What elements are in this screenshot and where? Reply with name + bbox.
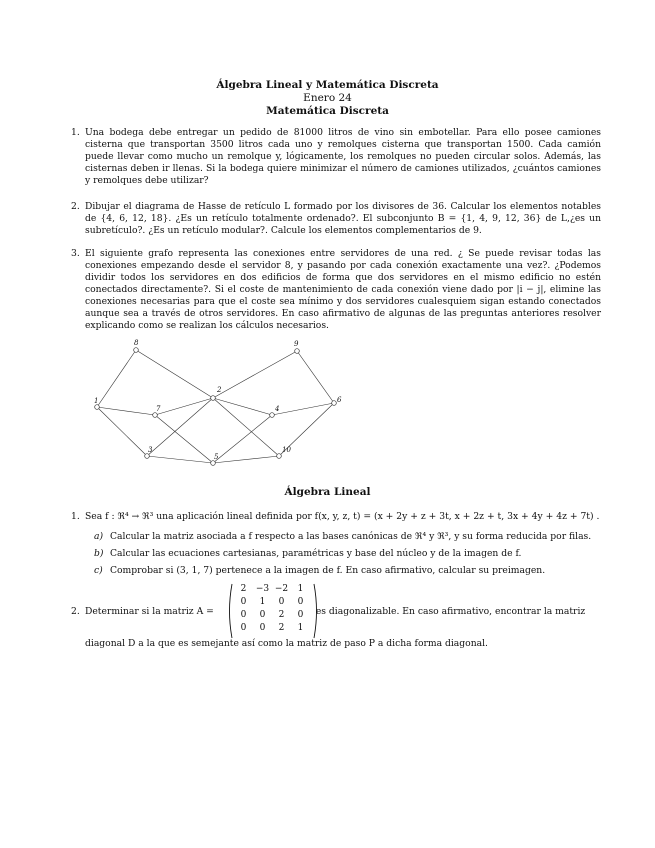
node-label-10: 10 [282,446,291,454]
question-number: 3. [71,248,80,259]
edge-7-2 [155,398,213,415]
matrix-row [234,623,312,633]
question-text: Dibujar el diagrama de Hasse de retículo L formado por los divisores de 36. Calcular los elementos notables de {4, 6, 12, 18}. ¿Es un retículo totalmente ordenado?. El subconjunto B = {1, 4, 9, 12, 36} de L,¿es un subretículo?. ¿Es un retículo modular?. Calcule los elementos complementarios de 9. [85,201,601,236]
matrix-cell: 0 [297,610,304,620]
question-number: 2. [71,201,80,212]
question-text-pre: Determinar si la matriz A = [85,606,214,617]
node-6 [332,401,337,406]
matrix-row [234,610,312,620]
edge-5-10 [213,456,279,463]
question-text-post: es diagonalizable. En caso afirmativo, encontrar la matriz [315,606,586,617]
edge-2-4 [213,398,272,415]
matrix-A [226,582,320,640]
question-lineal-2-line2 [85,638,605,650]
exam-title: Álgebra Lineal y Matemática Discreta [216,79,439,91]
edge-9-6 [297,351,334,403]
subquestion-b [94,548,614,560]
edge-4-6 [272,403,334,415]
section-title-lineal: Álgebra Lineal [284,486,371,498]
matrix-cell: 0 [240,597,247,607]
edge-7-5 [155,415,213,463]
matrix-cell: 2 [278,610,285,620]
node-label-1: 1 [94,397,99,405]
matrix-cell: 2 [240,584,247,594]
question-discreta-1 [71,127,601,187]
node-label-9: 9 [294,340,299,348]
edge-9-2 [213,351,297,398]
matrix-cell: 1 [297,584,304,594]
matrix-cell: 0 [240,623,247,633]
node-label-2: 2 [217,386,222,394]
edge-8-1 [97,350,136,407]
node-9 [295,349,300,354]
node-2 [211,396,216,401]
section-title-discreta: Matemática Discreta [266,105,389,117]
question-number: 2. [71,606,80,617]
subquestion-text: Comprobar si (3, 1, 7) pertenece a la imagen de f. En caso afirmativo, calcular su preimagen. [110,565,546,576]
node-label-4: 4 [275,405,280,413]
subquestion-a [94,531,614,543]
question-text: Una bodega debe entregar un pedido de 81000 litros de vino sin embotellar. Para ello posee camiones cisterna que transportan 3500 litros cada uno y remolques cisterna que transportan 1500. Cada camión puede llevar como mucho un remolque y, lógicamente, los remolques no pueden circular solos. Además, las cisternas deben ir llenas. Si la bodega quiere minimizar el número de camiones utilizados, ¿cuántos camiones y remolques debe utilizar? [85,127,601,186]
matrix-cell: 1 [297,623,304,633]
subquestion-label: c) [94,565,103,576]
matrix-cell: 1 [259,597,266,607]
node-7 [153,413,158,418]
subquestion-text: Calcular la matriz asociada a f respecto a las bases canónicas de ℜ⁴ y ℜ³, y su forma reducida por filas. [110,531,592,542]
node-5 [211,461,216,466]
matrix-cell: 0 [278,597,285,607]
edge-3-5 [147,456,213,463]
question-text [85,606,631,618]
question-number: 1. [71,511,80,522]
exam-date: Enero 24 [303,92,352,104]
graph-nodes [95,348,337,466]
server-graph [80,333,360,473]
subquestion-label: a) [94,531,104,542]
question-number: 1. [71,127,80,138]
matrix-cell: −2 [274,584,289,594]
node-label-5: 5 [214,453,219,461]
node-label-7: 7 [156,405,161,413]
question-text: diagonal D a la que es semejante así como la matriz de paso P a dicha forma diagonal. [85,638,488,649]
subquestion-text: Calcular las ecuaciones cartesianas, paramétricas y base del núcleo y de la imagen de f. [110,548,522,559]
matrix-row [234,584,312,594]
edge-8-2 [136,350,213,398]
edge-2-10 [213,398,279,456]
node-3 [145,454,150,459]
matrix-cell: −3 [255,584,270,594]
question-text: Sea f : ℜ⁴ → ℜ³ una aplicación lineal definida por f(x, y, z, t) = (x + 2y + z + 3t, x + 2z + t, 3x + 4y + 4z + 7t) . [85,511,600,522]
question-lineal-2 [71,606,631,618]
subquestion-label: b) [94,548,104,559]
matrix-row [234,597,312,607]
question-discreta-3 [71,248,601,332]
question-text: El siguiente grafo representa las conexiones entre servidores de una red. ¿ Se puede revisar todas las conexiones empezando desde el servidor 8, y pasando por cada conexión exactamente una vez?. ¿Podemos dividir todos los servidores en dos edificios de forma que dos servidores en el mismo edificio no estén conectados directamente?. Si el coste de mantenimiento de cada conexión viene dado por |i − j|, elimine las conexiones necesarias para que el coste sea mínimo y dos servidores cualesquiem sigan estando conectados aunque sea a través de otros servidores. En caso afirmativo de algunas de las preguntas anteriores resolver explicando como se realizan los cálculos necesarios. [85,248,601,331]
matrix-cell: 2 [278,623,285,633]
edge-4-5 [213,415,272,463]
matrix-cell: 0 [240,610,247,620]
graph-edges [97,350,334,463]
node-10 [277,454,282,459]
node-8 [134,348,139,353]
node-label-3: 3 [148,446,153,454]
node-4 [270,413,275,418]
node-label-6: 6 [337,396,342,404]
node-label-8: 8 [134,339,139,347]
edge-1-3 [97,407,147,456]
matrix-cell: 0 [297,597,304,607]
question-lineal-1 [71,511,601,523]
question-discreta-2 [71,201,601,237]
matrix-cell: 0 [259,623,266,633]
node-1 [95,405,100,410]
edge-1-7 [97,407,155,415]
subquestion-c [94,565,614,577]
matrix-cell: 0 [259,610,266,620]
